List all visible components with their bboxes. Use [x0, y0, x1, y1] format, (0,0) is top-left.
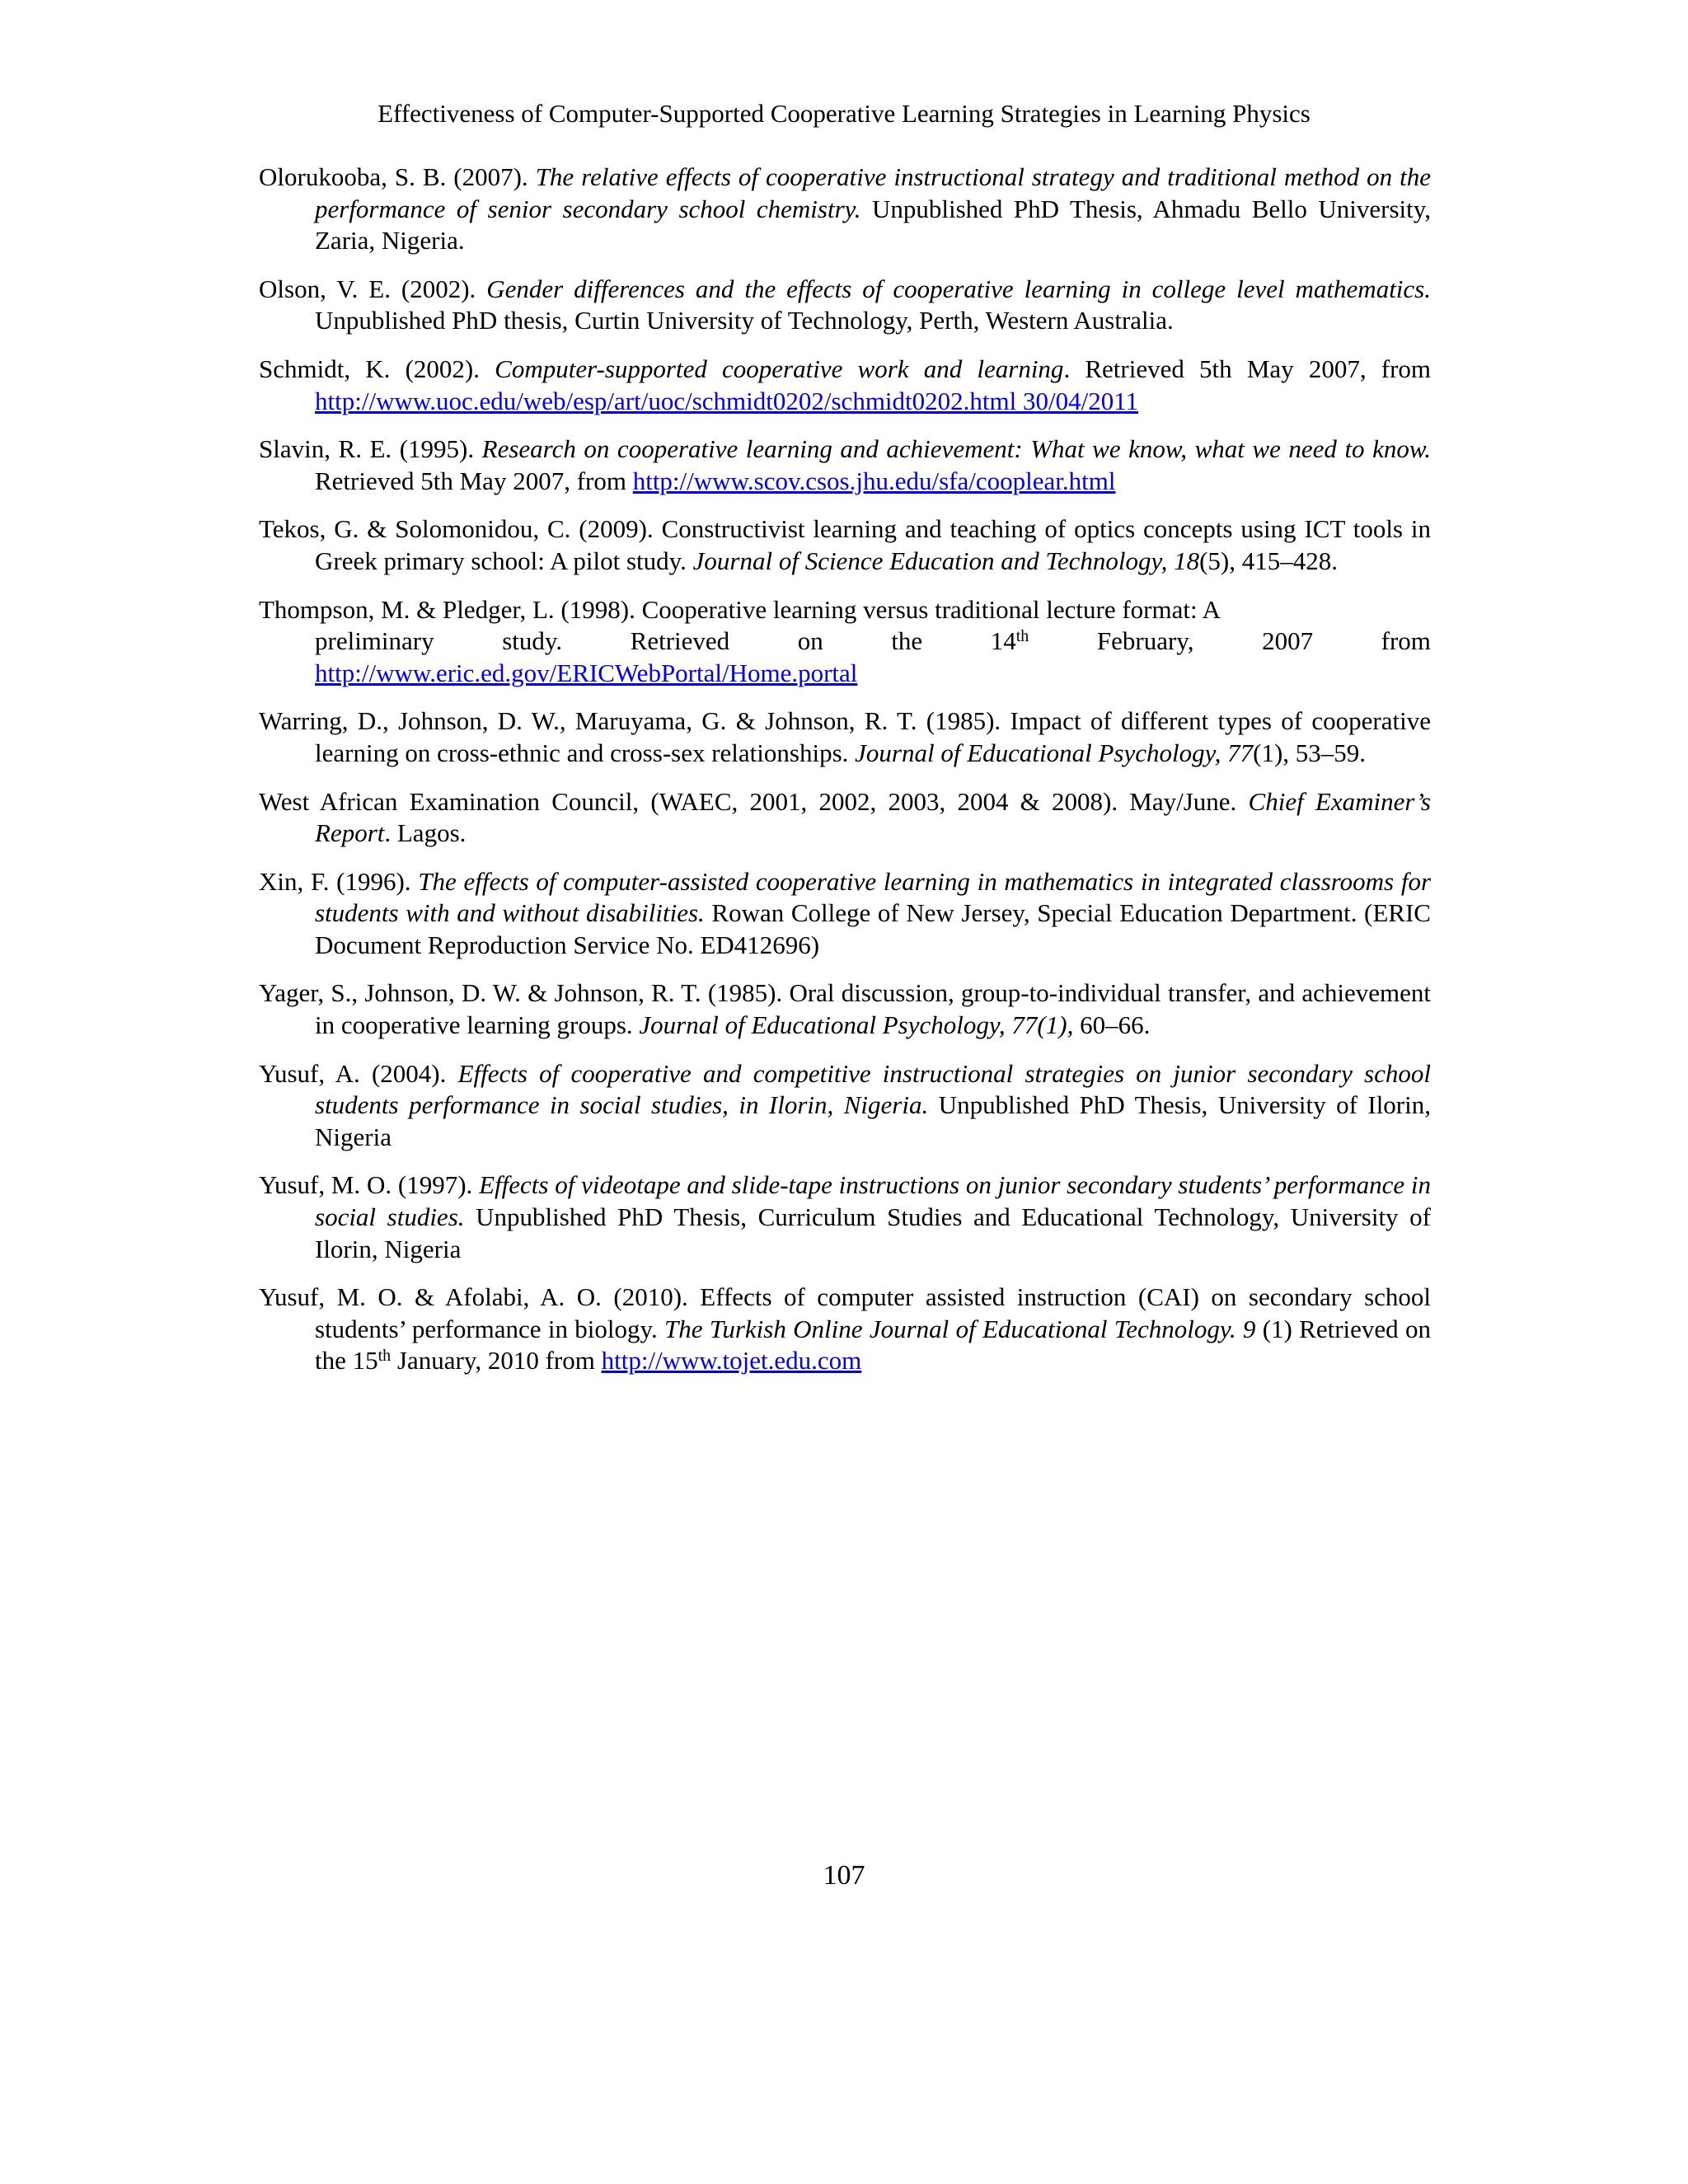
reference-title: Effects of videotape and slide-tape instructions on junior secondary students’ performance in social studies.	[315, 1170, 1431, 1232]
reference-title: Chief Examiner’s Report	[315, 786, 1431, 848]
reference-word: 2007	[1262, 626, 1314, 656]
reference-warring-1985	[259, 705, 1431, 769]
reference-list	[259, 162, 1431, 1394]
reference-yager-1985	[259, 977, 1431, 1041]
reference-text: Olorukooba, S. B. (2007).	[259, 162, 536, 191]
reference-text: Unpublished PhD thesis, Curtin University of Technology, Perth, Western Australia.	[315, 306, 1174, 335]
reference-slavin-1995	[259, 434, 1431, 497]
reference-word: the	[891, 626, 923, 656]
reference-text: West African Examination Council, (WAEC, 2001, 2002, 2003, 2004 & 2008). May/June.	[259, 786, 1249, 816]
reference-title: The relative effects of cooperative instructional strategy and traditional method on the performance of senior secondary school chemistry.	[315, 162, 1431, 223]
reference-text: . Lagos.	[384, 818, 467, 848]
reference-text: Unpublished PhD Thesis, University of Ilorin, Nigeria	[315, 1090, 1431, 1151]
reference-text: 60–66.	[1073, 1010, 1151, 1040]
reference-text: Tekos, G. & Solomonidou, C. (2009). Constructivist learning and teaching of optics concepts using ICT tools in Greek primary school: A pilot study.	[259, 514, 1431, 575]
reference-journal: Journal of Educational Psychology, 77	[855, 738, 1254, 767]
reference-word: Retrieved	[630, 626, 730, 656]
reference-text: January, 2010 from	[391, 1346, 602, 1376]
reference-text: Yusuf, M. O. & Afolabi, A. O. (2010). Effects of computer assisted instruction (CAI) on secondary school students’ performance in biology.	[259, 1282, 1431, 1343]
reference-yusuf-afolabi-2010	[259, 1282, 1431, 1377]
reference-text: Unpublished PhD Thesis, Ahmadu Bello University, Zaria, Nigeria.	[315, 194, 1431, 255]
reference-text: Unpublished PhD Thesis, Curriculum Studies and Educational Technology, University of Ilorin, Nigeria	[315, 1202, 1431, 1263]
reference-text: Yusuf, M. O. (1997).	[259, 1170, 480, 1200]
reference-link[interactable]: http://www.eric.ed.gov/ERICWebPortal/Home.portal	[315, 658, 858, 687]
reference-tekos-2009	[259, 513, 1431, 577]
reference-journal: Journal of Science Education and Technology, 18	[692, 546, 1200, 575]
reference-text: Slavin, R. E. (1995).	[259, 434, 482, 464]
reference-link[interactable]: http://www.tojet.edu.com	[601, 1346, 862, 1376]
reference-journal: Journal of Educational Psychology, 77(1),	[639, 1010, 1074, 1040]
reference-text: . Retrieved 5th May 2007, from	[1063, 354, 1432, 383]
reference-title: Effects of cooperative and competitive instructional strategies on junior secondary school students performance in social studies, in Ilorin, Nigeria.	[315, 1058, 1431, 1120]
reference-word: study.	[502, 626, 563, 656]
reference-word: on	[797, 626, 823, 656]
reference-text: Thompson, M. & Pledger, L. (1998). Cooperative learning versus traditional lecture format: A	[259, 594, 1221, 624]
reference-word: February,	[1096, 626, 1194, 656]
reference-text: Xin, F. (1996).	[259, 866, 419, 896]
reference-word: from	[1381, 626, 1431, 656]
ordinal-suffix: th	[377, 1347, 392, 1366]
reference-schmidt-2002	[259, 354, 1431, 417]
reference-link[interactable]: http://www.uoc.edu/web/esp/art/uoc/schmidt0202/schmidt0202.html 30/04/2011	[315, 386, 1139, 415]
reference-link[interactable]: http://www.scov.csos.jhu.edu/sfa/cooplear.html	[632, 466, 1116, 495]
reference-justified-line	[315, 626, 1431, 658]
reference-word: preliminary	[315, 626, 434, 656]
running-header: Effectiveness of Computer-Supported Cooperative Learning Strategies in Learning Physics	[377, 99, 1311, 128]
reference-thompson-1998	[259, 594, 1431, 690]
reference-text: (1), 53–59.	[1253, 738, 1367, 767]
reference-text: (5), 415–428.	[1199, 546, 1338, 575]
reference-day: 14	[990, 626, 1016, 656]
reference-text: Retrieved 5th May 2007, from	[315, 466, 633, 495]
reference-yusuf-mo-1997	[259, 1169, 1431, 1265]
reference-olorukooba-2007	[259, 162, 1431, 257]
reference-text: Yager, S., Johnson, D. W. & Johnson, R. T. (1985). Oral discussion, group-to-individual transfer, and achievement in cooperative learning groups.	[259, 978, 1431, 1040]
reference-text: Yusuf, A. (2004).	[259, 1058, 458, 1088]
reference-olson-2002	[259, 274, 1431, 337]
reference-text: Olson, V. E. (2002).	[259, 274, 487, 303]
reference-xin-1996	[259, 866, 1431, 962]
reference-yusuf-a-2004	[259, 1058, 1431, 1154]
reference-title: Gender differences and the effects of cooperative learning in college level mathematics.	[486, 274, 1431, 303]
reference-journal: The Turkish Online Journal of Educational Technology. 9	[664, 1314, 1256, 1343]
reference-waec	[259, 786, 1431, 850]
reference-title: The effects of computer-assisted cooperative learning in mathematics in integrated classrooms for students with and without disabilities.	[315, 866, 1432, 928]
page-number: 107	[823, 1860, 865, 1891]
reference-title: Computer-supported cooperative work and learning	[495, 354, 1064, 383]
ordinal-suffix: th	[1015, 627, 1029, 646]
reference-text: Schmidt, K. (2002).	[259, 354, 495, 383]
reference-text: (1) Retrieved on the 15	[315, 1314, 1431, 1376]
reference-text: Rowan College of New Jersey, Special Education Department. (ERIC Document Reproduction Service No. ED412696)	[315, 898, 1431, 959]
reference-text: Warring, D., Johnson, D. W., Maruyama, G. & Johnson, R. T. (1985). Impact of different types of cooperative learning on cross-ethnic and cross-sex relationships.	[259, 706, 1431, 767]
reference-date	[991, 626, 1029, 658]
reference-title: Research on cooperative learning and achievement: What we know, what we need to know.	[481, 434, 1431, 464]
